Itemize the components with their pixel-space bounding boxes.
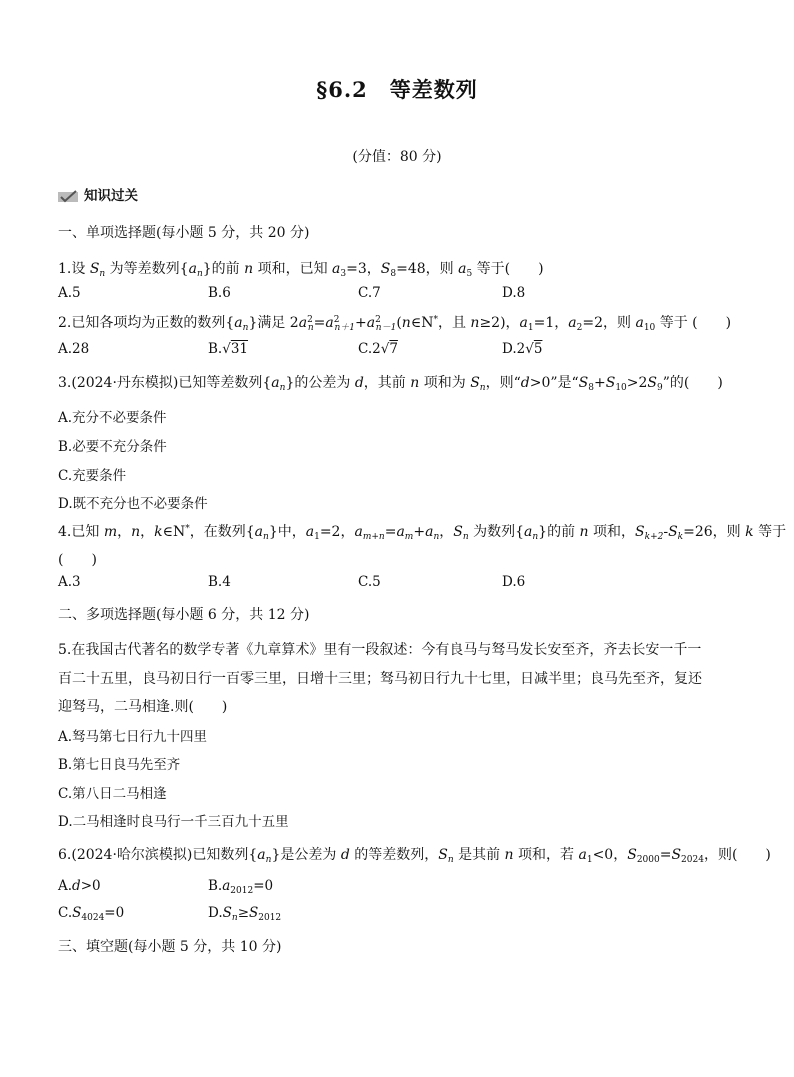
question-4: 4.已知 m，n，k∈N*，在数列$\{a_n\}$中，$a_1=2$，$a_{m+n}=a_m+a_n$，$S_n$ 为数列$\{a_n\}$的前 n 项和，$S_{k+2}-S_k=26$，则 k 等于 [58, 524, 787, 542]
question-3: 3.(2024·丹东模拟)已知等差数列$\{a_n\}$的公差为 d，其前 n 项和为 $S_n$，则“d>0”是“$S_8+S_{10}>2S_9$”的( ) [58, 375, 723, 393]
q2-option-d: D.2√5 [502, 341, 543, 357]
q3-option-a: A.充分不必要条件 [58, 410, 167, 426]
q1-option-b: B.6 [208, 285, 231, 301]
q5-option-c: C.第八日二马相逢 [58, 786, 167, 802]
question-5-line-3: 迎驽马，二马相逢.则( ) [58, 699, 228, 715]
q4-option-a: A.3 [58, 574, 81, 590]
question-6: 6.(2024·哈尔滨模拟)已知数列$\{a_n\}$是公差为 d 的等差数列，$S_n$ 是其前 n 项和，若 $a_1<0$，$S_{2000}=S_{2024}$，则( ) [58, 847, 771, 865]
q6-option-d: $D.S_n\ge S_{2012}$ [208, 905, 282, 923]
section-heading [58, 184, 138, 204]
q2-option-c: C.2√7 [358, 341, 398, 357]
q4-answer-bracket: ( ) [58, 552, 97, 568]
q2-option-b: B.√31 [208, 341, 249, 357]
question-5-line-1: 5.在我国古代著名的数学专著《九章算术》里有一段叙述：今有良马与驽马发长安至齐，齐去长安一千一 [58, 642, 702, 658]
q1-option-c: C.7 [358, 285, 381, 301]
checkmark-icon [58, 190, 78, 203]
page-title: §6.2 等差数列 [316, 77, 478, 102]
heading-text: 知识过关 [84, 188, 138, 204]
question-1: 1.设 $S_n$ 为等差数列$\{a_n\}$的前 n 项和，已知 $a_3=3$，$S_8=48$，则 $a_5$ 等于( ) [58, 261, 544, 279]
q4-option-c: C.5 [358, 574, 381, 590]
q3-option-b: B.必要不充分条件 [58, 439, 167, 455]
score-label: (分值：80 分) [352, 149, 442, 165]
q5-option-d: D.二马相逢时良马行一千三百九十五里 [58, 814, 289, 830]
q5-option-a: A.驽马第七日行九十四里 [58, 729, 208, 745]
q4-option-d: D.6 [502, 574, 526, 590]
q1-option-a: A.5 [58, 285, 81, 301]
q5-option-b: B.第七日良马先至齐 [58, 757, 181, 773]
question-2: 2.已知各项均为正数的数列$\{a_n\}$满足 $2a^2_n=a^2_{n+1}+a^2_{n-1}(n\in N^*$，且 n≥2)，$a_1=1$，$a_2=2$，则 $a_{10}$ 等于 ( ) [58, 315, 732, 333]
q4-option-b: B.4 [208, 574, 231, 590]
q6-option-a: A.d>0 [58, 878, 101, 894]
q2-option-a: A.28 [58, 341, 90, 357]
section-3-title: 三、填空题(每小题 5 分，共 10 分) [58, 939, 282, 955]
q3-option-d: D.既不充分也不必要条件 [58, 496, 208, 512]
q1-option-d: D.8 [502, 285, 526, 301]
question-5-line-2: 百二十五里，良马初日行一百零三里，日增十三里；驽马初日行九十七里，日减半里；良马先至齐，复还 [58, 671, 702, 687]
q3-option-c: C.充要条件 [58, 468, 127, 484]
q6-option-c: $C.S_{4024}=0$ [58, 905, 125, 923]
section-1-title: 一、单项选择题(每小题 5 分，共 20 分) [58, 225, 310, 241]
section-2-title: 二、多项选择题(每小题 6 分，共 12 分) [58, 607, 310, 623]
q6-option-b: $B.a_{2012}=0$ [208, 878, 274, 896]
